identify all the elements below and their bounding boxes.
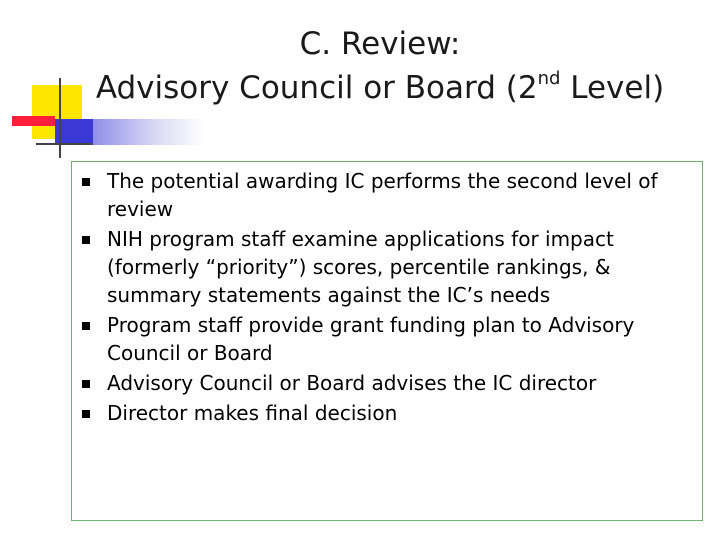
bullet-item: [80, 311, 700, 367]
bullet-item: [80, 225, 700, 309]
bullet-text: NIH program staff examine applications for impact (formerly “priority”) scores, percentile rankings, & summary statements against the IC’s needs: [107, 227, 614, 307]
bullet-item: [80, 369, 700, 397]
square-bullet-icon: [82, 322, 90, 330]
decorative-horizontal-line: [36, 143, 92, 145]
square-bullet-icon: [82, 236, 90, 244]
bullet-text: Program staff provide grant funding plan to Advisory Council or Board: [107, 313, 635, 365]
bullet-text: Advisory Council or Board advises the IC director: [107, 371, 597, 395]
title-line-1: C. Review:: [299, 26, 461, 62]
bullet-text: Director makes final decision: [107, 401, 398, 425]
slide-title: [60, 22, 700, 110]
title-line-2-main: Advisory Council or Board (2: [95, 70, 538, 106]
bullet-list: [80, 167, 700, 429]
bullet-item: [80, 167, 700, 223]
square-bullet-icon: [82, 178, 90, 186]
bullet-text: The potential awarding IC performs the second level of review: [107, 169, 658, 221]
square-bullet-icon: [82, 380, 90, 388]
title-line-2: [60, 66, 700, 110]
decorative-red-bar: [12, 116, 55, 126]
title-superscript: nd: [537, 68, 561, 89]
decorative-blue-gradient-bar: [93, 119, 203, 145]
bullet-item: [80, 399, 700, 427]
square-bullet-icon: [82, 410, 90, 418]
title-line-2-end: Level): [560, 70, 665, 106]
